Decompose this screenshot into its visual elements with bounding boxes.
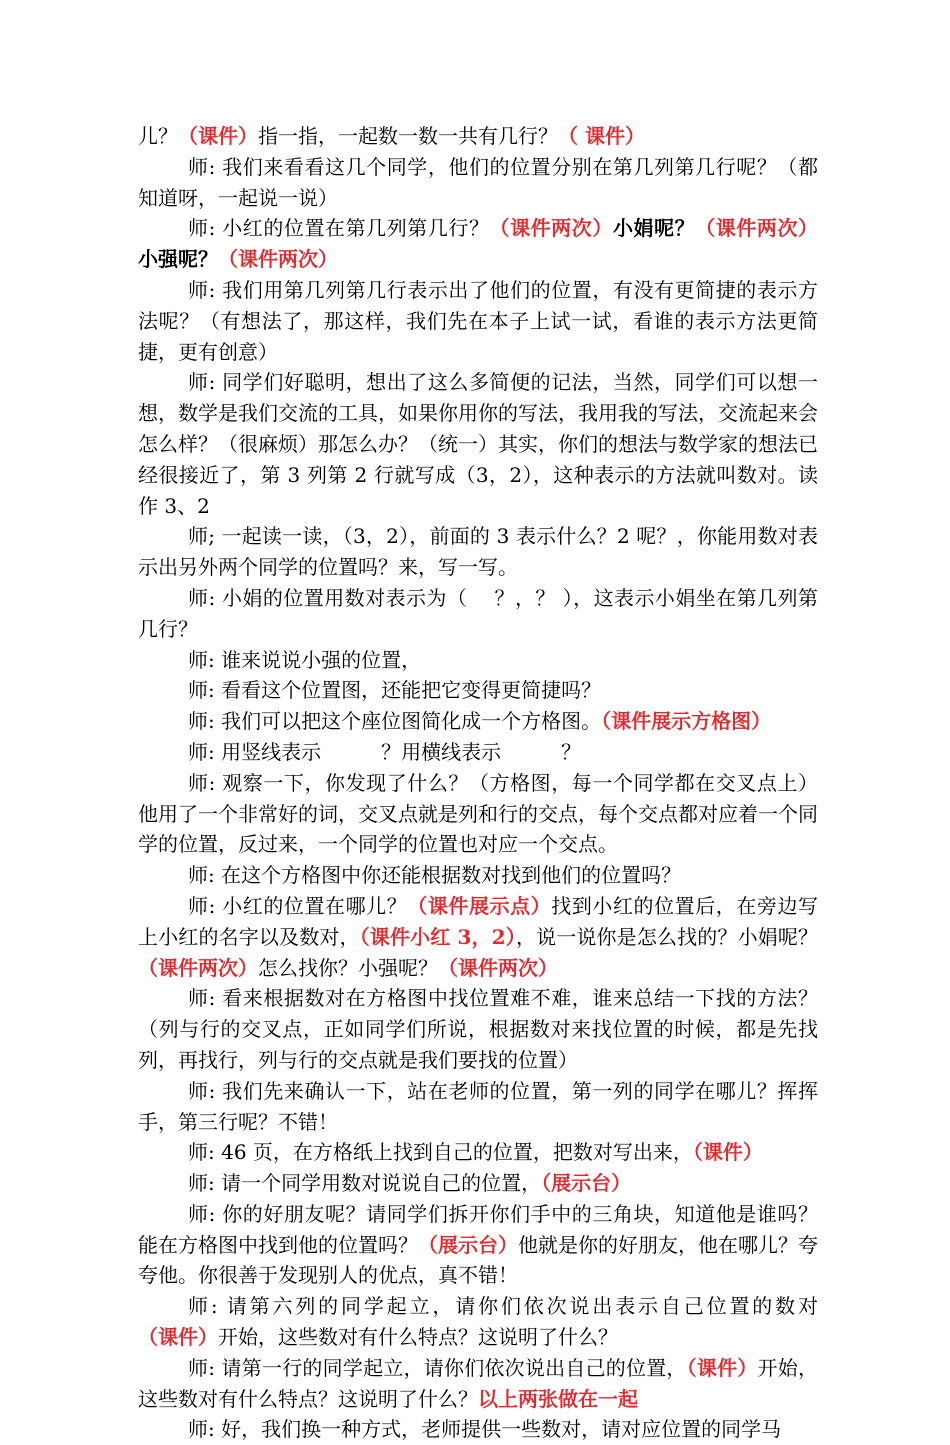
paragraph	[138, 583, 818, 645]
bold-text: 小强呢？	[138, 247, 218, 272]
body-text: 师: 用竖线表示 ？用横线表示 ？	[188, 739, 582, 764]
annotation-highlight: （课件两次）	[489, 216, 613, 241]
body-text: 师: 小红的位置在哪儿？	[188, 893, 408, 918]
paragraph	[138, 521, 818, 583]
body-text: 师: 我们来看看这几个同学，他们的位置分别在第几列第几行呢？（都知道呀，一起说一说）	[138, 154, 818, 210]
annotation-highlight: （展示台）	[541, 1171, 632, 1196]
paragraph	[138, 121, 818, 152]
annotation-highlight: （课件）	[686, 1355, 758, 1380]
body-text: 儿？	[138, 124, 178, 148]
paragraph	[138, 1414, 818, 1445]
body-text: ，说一说你是怎么找的？小娟呢？	[515, 924, 819, 949]
body-text: 师: 小红的位置在第几列第几行？	[188, 216, 490, 241]
annotation-highlight: 以上两张做在一起	[478, 1386, 638, 1411]
annotation-highlight: （课件两次）	[138, 955, 258, 980]
annotation-highlight: （课件）	[138, 1325, 218, 1350]
annotation-highlight: （课件两次）	[438, 955, 558, 980]
body-text: 师: 看看这个位置图，还能把它变得更简捷吗？	[188, 678, 602, 703]
body-text: 师; 一起读一读，（3，2），前面的 3 表示什么？2 呢？，你能用数对表示出另外两个同学的位置吗？来，写一写。	[138, 524, 818, 580]
body-text: 师: 我们可以把这个座位图简化成一个方格图。	[188, 709, 602, 734]
paragraph	[138, 675, 818, 706]
body-text: 师: 你的好朋友呢？请同学们拆开你们手中的三角块，知道他是谁吗？能在方格图中找到他的位置吗？	[138, 1201, 818, 1257]
annotation-highlight: （课件两次）	[695, 216, 819, 241]
body-text: 师: 我们先来确认一下，站在老师的位置，第一列的同学在哪儿？挥挥手，第三行呢？不错！	[138, 1078, 818, 1134]
paragraph	[138, 1137, 818, 1168]
body-text: 师: 请第一行的同学起立，请你们依次说出自己的位置，	[188, 1355, 687, 1380]
body-text: 师: 46 页，在方格纸上找到自己的位置，把数对写出来，	[188, 1140, 693, 1165]
paragraph	[138, 645, 818, 676]
body-text: 师: 请一个同学用数对说说自己的位置，	[188, 1171, 542, 1196]
body-text: 师: 好，我们换一种方式，老师提供一些数对，请对应位置的同学马	[188, 1417, 782, 1442]
annotation-highlight: （课件展示点）	[407, 893, 552, 918]
paragraph	[138, 737, 818, 768]
paragraph	[138, 152, 818, 214]
body-text: 指一指，一起数一数一共有几行？	[258, 124, 558, 148]
body-text: 师: 谁来说说小强的位置，	[188, 647, 422, 672]
annotation-highlight: （ 课件）	[558, 124, 645, 148]
paragraph	[138, 213, 818, 275]
body-text: 师: 同学们好聪明，想出了这么多简便的记法，当然，同学们可以想一想，数学是我们交流的工具，如果你用你的写法，我用我的写法，交流起来会怎么样？（很麻烦）那怎么办？（统一）其实，你们的想法与数学家的想法已经很接近了，第 3 列第 2 行就写成（3，2），这种表示的方法就叫数对。读作 3、2	[138, 370, 818, 518]
paragraph	[138, 860, 818, 891]
annotation-highlight: （课件）	[178, 124, 258, 148]
paragraph	[138, 768, 818, 860]
paragraph	[138, 891, 818, 983]
paragraph	[138, 706, 818, 737]
bold-text: 小娟呢？	[612, 216, 696, 241]
body-text: 师: 观察一下，你发现了什么？（方格图，每一个同学都在交叉点上）他用了一个非常好的词，交叉点就是列和行的交点，每个交点都对应着一个同学的位置，反过来，一个同学的位置也对应一个交点。	[138, 770, 818, 857]
lesson-plan-text	[138, 121, 818, 1445]
body-text: 师: 我们用第几列第几行表示出了他们的位置，有没有更简捷的表示方法呢？（有想法了，那这样，我们先在本子上试一试，看谁的表示方法更简捷，更有创意）	[138, 277, 818, 364]
paragraph	[138, 1199, 818, 1291]
body-text: 师: 在这个方格图中你还能根据数对找到他们的位置吗？	[188, 863, 682, 888]
annotation-highlight: （展示台）	[418, 1232, 518, 1257]
body-text: 怎么找你？小强呢？	[258, 955, 438, 980]
body-text: 师: 看来根据数对在方格图中找位置难不难，谁来总结一下找的方法？（列与行的交叉点，正如同学们所说，根据数对来找位置的时候，都是先找列，再找行，列与行的交点就是我们要找的位置）	[138, 986, 818, 1072]
paragraph	[138, 1168, 818, 1199]
annotation-highlight: （课件展示方格图）	[601, 709, 772, 734]
annotation-highlight: （课件两次）	[218, 247, 338, 272]
annotation-highlight: （课件）	[692, 1140, 763, 1165]
paragraph	[138, 367, 818, 521]
paragraph	[138, 1353, 818, 1415]
body-text: 他就是你的好朋友，他在哪儿？夸夸他。你很善于发现别人的优点，真不错！	[138, 1232, 818, 1288]
body-text: 找到小红的位置后，在旁边写上小红的名字以及数对，	[138, 893, 819, 949]
body-text: 开始，这些数对有什么特点？这说明了什么？	[218, 1325, 618, 1350]
paragraph	[138, 275, 818, 367]
annotation-highlight: （课件小红 3，2）	[359, 924, 516, 949]
paragraph	[138, 983, 818, 1075]
body-text: 师: 请第六列的同学起立，请你们依次说出表示自己位置的数对	[188, 1294, 818, 1319]
body-text: 开始，这些数对有什么特点？这说明了什么？	[138, 1355, 818, 1411]
paragraph	[138, 1076, 818, 1138]
body-text: 师: 小娟的位置用数对表示为（ ？，？ ），这表示小娟坐在第几列第几行？	[138, 585, 818, 641]
